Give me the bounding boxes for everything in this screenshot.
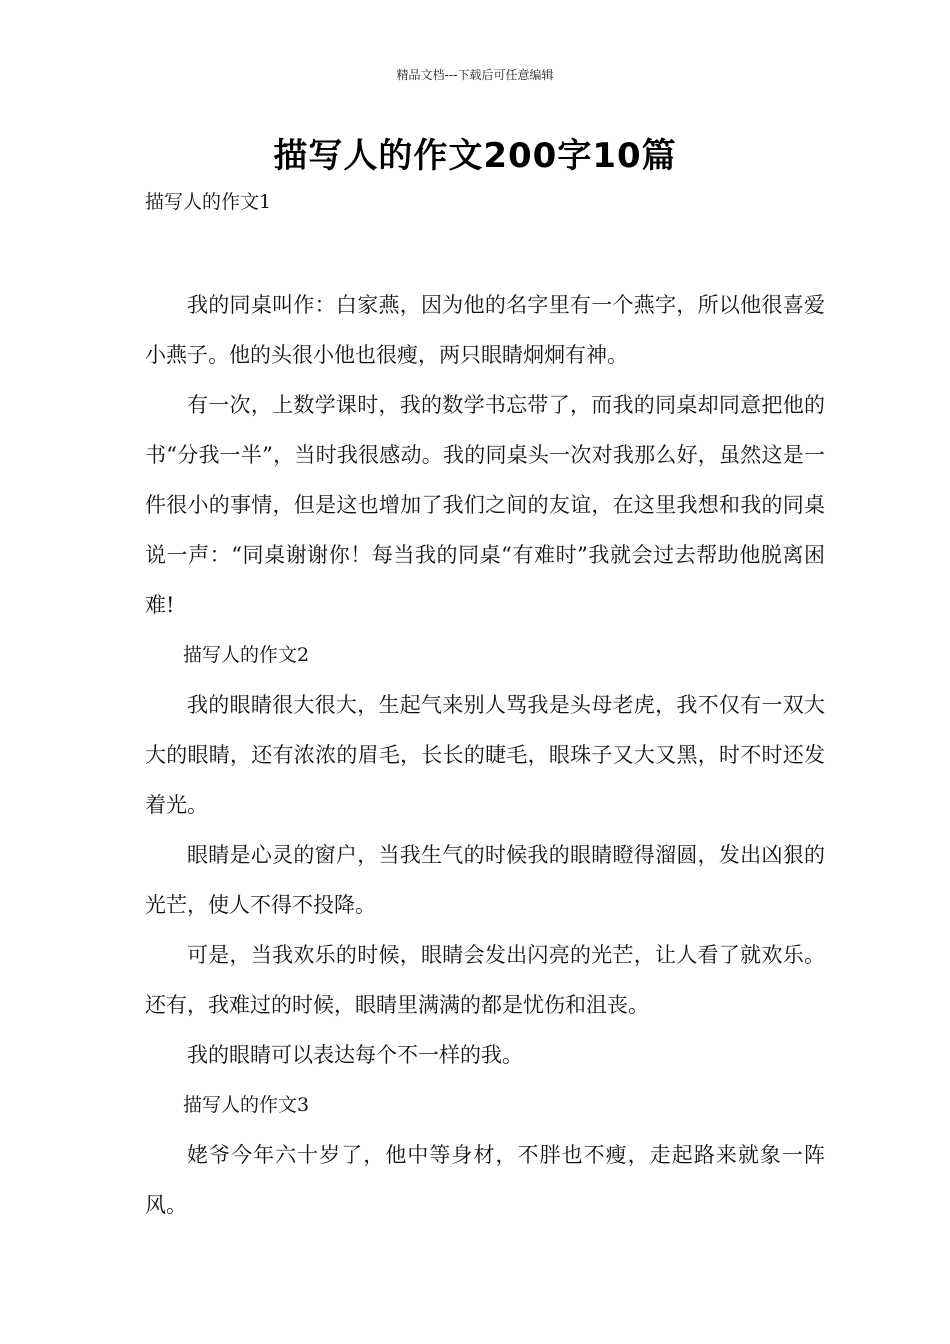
paragraph: 我的同桌叫作：白家燕，因为他的名字里有一个燕字，所以他很喜爱小燕子。他的头很小他也很瘦，两只眼睛炯炯有神。	[145, 293, 825, 367]
document-title: 描写人的作文200字10篇	[273, 136, 677, 176]
page-header: 精品文档---下载后可任意编辑	[396, 68, 554, 82]
paragraph: 我的眼睛可以表达每个不一样的我。	[187, 1043, 523, 1067]
paragraph: 我的眼睛很大很大，生起气来别人骂我是头母老虎，我不仅有一双大大的眼睛，还有浓浓的眉毛，长长的睫毛，眼珠子又大又黑，时不时还发着光。	[145, 693, 825, 817]
section-heading-3: 描写人的作文3	[183, 1094, 310, 1116]
paragraph: 姥爷今年六十岁了，他中等身材，不胖也不瘦，走起路来就象一阵风。	[145, 1143, 825, 1217]
section-heading-1: 描写人的作文1	[145, 191, 272, 213]
paragraph: 有一次，上数学课时，我的数学书忘带了，而我的同桌却同意把他的书“分我一半”，当时我很感动。我的同桌头一次对我那么好，虽然这是一件很小的事情，但是这也增加了我们之间的友谊，在这里我想和我的同桌说一声：“同桌谢谢你！每当我的同桌“有难时”我就会过去帮助他脱离困难!	[145, 393, 825, 617]
paragraph: 眼睛是心灵的窗户，当我生气的时候我的眼睛瞪得溜圆，发出凶狠的光芒，使人不得不投降。	[145, 843, 825, 917]
section-heading-2: 描写人的作文2	[183, 644, 310, 666]
document-body	[145, 280, 825, 1230]
paragraph: 可是，当我欢乐的时候，眼睛会发出闪亮的光芒，让人看了就欢乐。 还有，我难过的时候，眼睛里满满的都是忧伤和沮丧。	[145, 943, 825, 1017]
